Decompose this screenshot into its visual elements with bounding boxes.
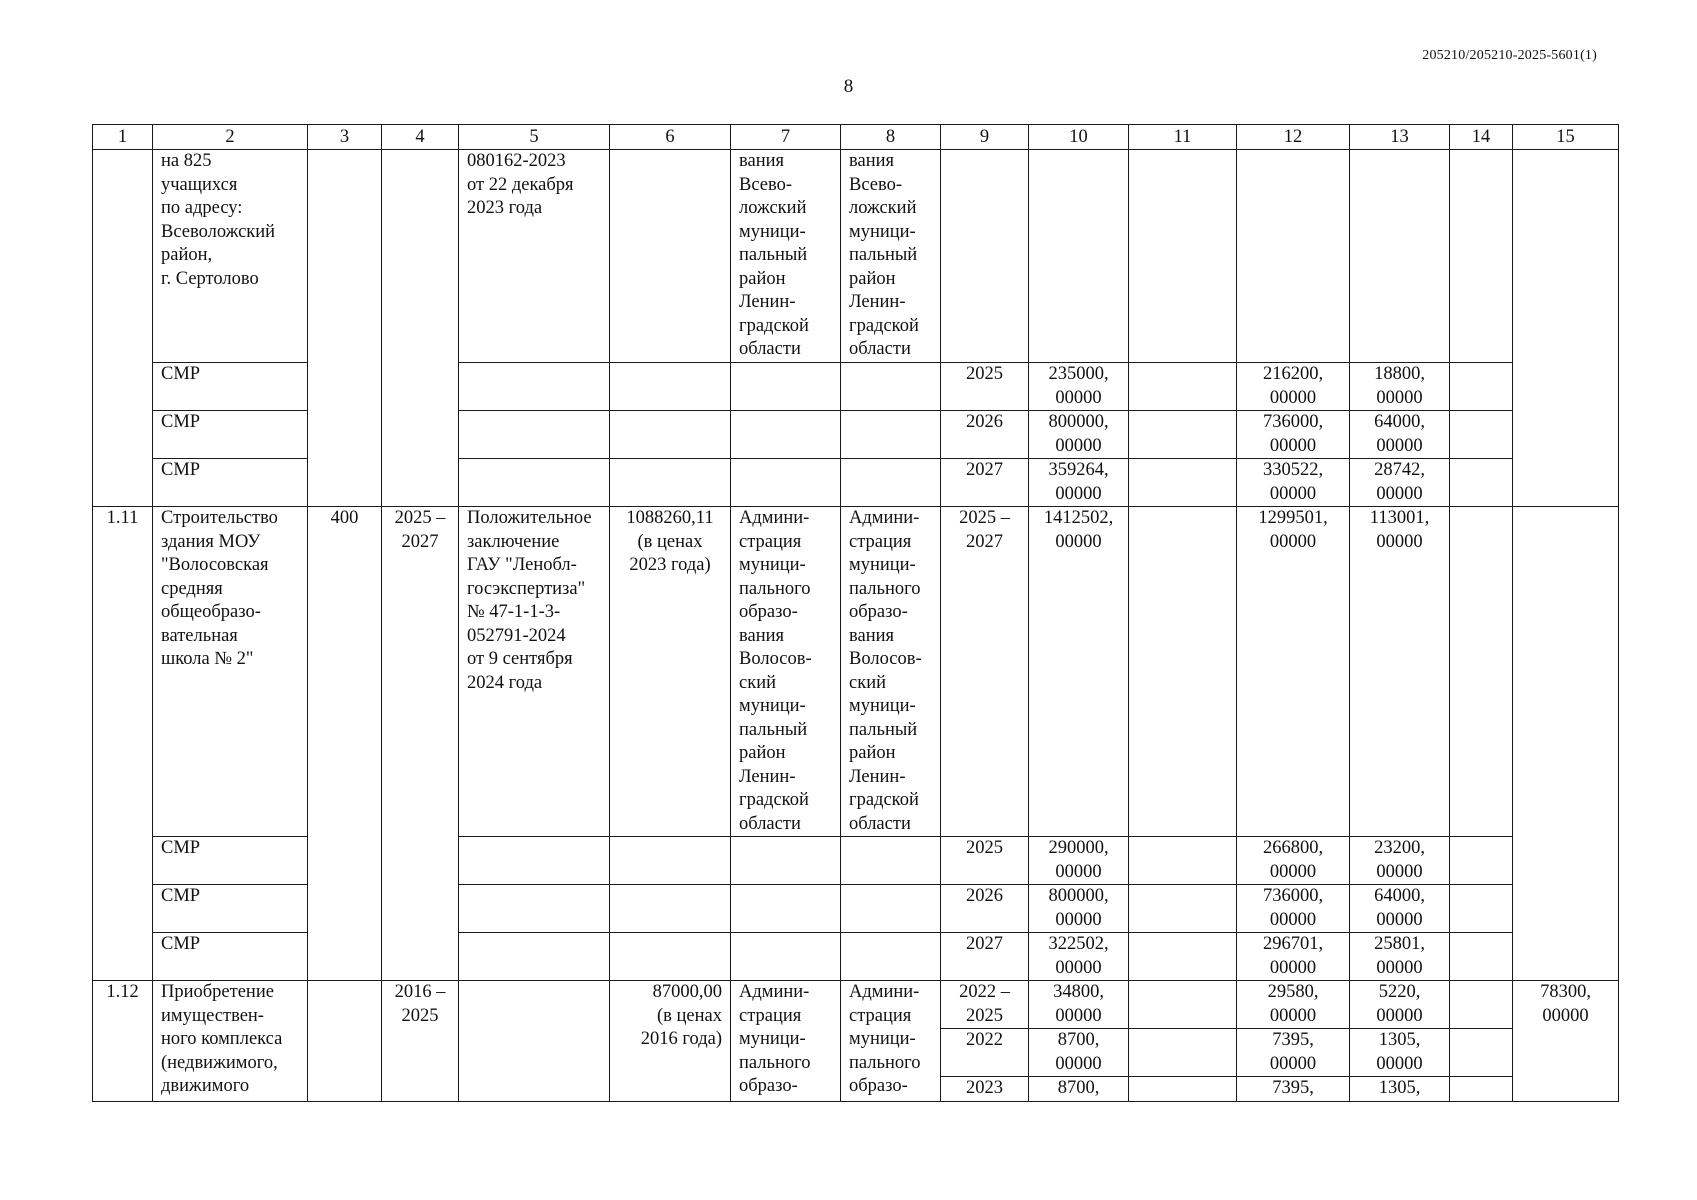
total-cell: 359264, 00000 — [1029, 459, 1129, 507]
column-number: 4 — [382, 125, 459, 150]
column-number: 3 — [308, 125, 382, 150]
year-cell: 2027 — [941, 933, 1029, 981]
customer-empty — [731, 459, 841, 507]
developer-empty — [841, 363, 941, 411]
local-cell: 23200, 00000 — [1350, 837, 1450, 885]
year-cell — [941, 150, 1029, 363]
cost-empty — [610, 837, 731, 885]
expertise-conclusion-cell: Положительное заключение ГАУ "Ленобл- госэкспертиза" № 47-1-1-3- 052791-2024 от 9 сентября 2024 года — [459, 507, 610, 837]
federal-cell — [1129, 933, 1237, 981]
conclusion-empty — [459, 411, 610, 459]
column-number: 13 — [1350, 125, 1450, 150]
year-cell: 2023 — [941, 1077, 1029, 1102]
total-cell: 235000, 00000 — [1029, 363, 1129, 411]
federal-cell — [1129, 885, 1237, 933]
item-number-cell: 1.11 — [93, 507, 153, 981]
year-cell: 2026 — [941, 885, 1029, 933]
customer-empty — [731, 837, 841, 885]
col15-cell — [1513, 150, 1619, 507]
other-cell — [1450, 459, 1513, 507]
column-number: 6 — [610, 125, 731, 150]
total-cell — [1029, 150, 1129, 363]
column-number: 11 — [1129, 125, 1237, 150]
other-cell — [1450, 981, 1513, 1029]
other-cell — [1450, 837, 1513, 885]
other-cell — [1450, 1029, 1513, 1077]
conclusion-empty — [459, 885, 610, 933]
item-number-cell: 1.12 — [93, 981, 153, 1102]
column-number: 14 — [1450, 125, 1513, 150]
year-cell: 2027 — [941, 459, 1029, 507]
col15-cell — [1513, 507, 1619, 981]
regional-cell: 296701, 00000 — [1237, 933, 1350, 981]
customer-empty — [731, 933, 841, 981]
cost-empty — [610, 933, 731, 981]
customer-cell: Админи- страция муници- пального образо- — [731, 981, 841, 1102]
developer-empty — [841, 885, 941, 933]
conclusion-empty — [459, 459, 610, 507]
document-id: 205210/205210-2025-5601(1) — [1422, 48, 1597, 63]
federal-cell — [1129, 1029, 1237, 1077]
federal-cell — [1129, 837, 1237, 885]
conclusion-empty — [459, 363, 610, 411]
program-table — [92, 124, 1619, 1102]
table-row — [93, 150, 1619, 363]
federal-cell — [1129, 459, 1237, 507]
object-name-cell: Приобретение имуществен- ного комплекса (недвижимого, движимого — [153, 981, 308, 1102]
regional-cell: 266800, 00000 — [1237, 837, 1350, 885]
local-cell: 64000, 00000 — [1350, 885, 1450, 933]
total-cell: 1412502, 00000 — [1029, 507, 1129, 837]
col15-cell: 78300, 00000 — [1513, 981, 1619, 1102]
developer-cell: вания Всево- ложский муници- пальный район Ленин- градской области — [841, 150, 941, 363]
column-number: 8 — [841, 125, 941, 150]
developer-empty — [841, 933, 941, 981]
local-cell: 113001, 00000 — [1350, 507, 1450, 837]
total-cell: 800000, 00000 — [1029, 885, 1129, 933]
year-cell: 2022 — [941, 1029, 1029, 1077]
total-cell: 8700, — [1029, 1077, 1129, 1102]
smr-label: СМР — [153, 459, 308, 507]
other-cell — [1450, 507, 1513, 837]
developer-empty — [841, 411, 941, 459]
estimated-cost-cell — [610, 150, 731, 363]
capacity-cell: 400 — [308, 507, 382, 981]
regional-cell: 736000, 00000 — [1237, 411, 1350, 459]
total-cell: 322502, 00000 — [1029, 933, 1129, 981]
total-cell: 290000, 00000 — [1029, 837, 1129, 885]
period-cell — [382, 150, 459, 507]
local-cell: 64000, 00000 — [1350, 411, 1450, 459]
expertise-conclusion-cell: 080162-2023 от 22 декабря 2023 года — [459, 150, 610, 363]
regional-cell: 216200, 00000 — [1237, 363, 1350, 411]
smr-label: СМР — [153, 837, 308, 885]
developer-empty — [841, 459, 941, 507]
estimated-cost-cell: 87000,00 (в ценах 2016 года) — [610, 981, 731, 1102]
local-cell: 28742, 00000 — [1350, 459, 1450, 507]
table-row — [93, 507, 1619, 837]
period-cell: 2016 – 2025 — [382, 981, 459, 1102]
regional-cell: 7395, 00000 — [1237, 1029, 1350, 1077]
expertise-conclusion-cell — [459, 981, 610, 1102]
capacity-cell — [308, 981, 382, 1102]
other-cell — [1450, 150, 1513, 363]
year-cell: 2026 — [941, 411, 1029, 459]
federal-cell — [1129, 150, 1237, 363]
cost-empty — [610, 459, 731, 507]
local-cell: 1305, — [1350, 1077, 1450, 1102]
other-cell — [1450, 411, 1513, 459]
other-cell — [1450, 363, 1513, 411]
customer-cell: вания Всево- ложский муници- пальный район Ленин- градской области — [731, 150, 841, 363]
federal-cell — [1129, 363, 1237, 411]
column-number: 12 — [1237, 125, 1350, 150]
year-cell: 2022 – 2025 — [941, 981, 1029, 1029]
local-cell: 1305, 00000 — [1350, 1029, 1450, 1077]
cost-empty — [610, 885, 731, 933]
developer-empty — [841, 837, 941, 885]
column-number: 9 — [941, 125, 1029, 150]
other-cell — [1450, 885, 1513, 933]
other-cell — [1450, 1077, 1513, 1102]
column-number: 2 — [153, 125, 308, 150]
regional-cell: 330522, 00000 — [1237, 459, 1350, 507]
object-name-cell: на 825 учащихся по адресу: Всеволожский район, г. Сертолово — [153, 150, 308, 363]
regional-cell: 29580, 00000 — [1237, 981, 1350, 1029]
capacity-cell — [308, 150, 382, 507]
federal-cell — [1129, 411, 1237, 459]
column-number: 10 — [1029, 125, 1129, 150]
regional-cell: 7395, — [1237, 1077, 1350, 1102]
regional-cell: 1299501, 00000 — [1237, 507, 1350, 837]
conclusion-empty — [459, 933, 610, 981]
total-cell: 34800, 00000 — [1029, 981, 1129, 1029]
cost-empty — [610, 411, 731, 459]
local-cell — [1350, 150, 1450, 363]
customer-empty — [731, 885, 841, 933]
customer-empty — [731, 411, 841, 459]
regional-cell: 736000, 00000 — [1237, 885, 1350, 933]
smr-label: СМР — [153, 933, 308, 981]
column-number: 7 — [731, 125, 841, 150]
column-number-row — [93, 125, 1619, 150]
conclusion-empty — [459, 837, 610, 885]
total-cell: 800000, 00000 — [1029, 411, 1129, 459]
developer-cell: Админи- страция муници- пального образо- — [841, 981, 941, 1102]
smr-label: СМР — [153, 363, 308, 411]
period-cell: 2025 – 2027 — [382, 507, 459, 981]
federal-cell — [1129, 507, 1237, 837]
table-row — [93, 981, 1619, 1029]
other-cell — [1450, 933, 1513, 981]
object-name-cell: Строительство здания МОУ "Волосовская средняя общеобразо- вательная школа № 2" — [153, 507, 308, 837]
column-number: 15 — [1513, 125, 1619, 150]
total-cell: 8700, 00000 — [1029, 1029, 1129, 1077]
year-cell: 2025 — [941, 837, 1029, 885]
smr-label: СМР — [153, 885, 308, 933]
year-cell: 2025 — [941, 363, 1029, 411]
local-cell: 18800, 00000 — [1350, 363, 1450, 411]
year-cell: 2025 – 2027 — [941, 507, 1029, 837]
estimated-cost-cell: 1088260,11 (в ценах 2023 года) — [610, 507, 731, 837]
developer-cell: Админи- страция муници- пального образо- вания Волосов- ский муници- пальный район Ленин- градской области — [841, 507, 941, 837]
customer-cell: Админи- страция муници- пального образо- вания Волосов- ский муници- пальный район Ленин- градской области — [731, 507, 841, 837]
column-number: 5 — [459, 125, 610, 150]
customer-empty — [731, 363, 841, 411]
federal-cell — [1129, 981, 1237, 1029]
page-number: 8 — [843, 76, 854, 97]
local-cell: 5220, 00000 — [1350, 981, 1450, 1029]
federal-cell — [1129, 1077, 1237, 1102]
smr-label: СМР — [153, 411, 308, 459]
item-number-cell — [93, 150, 153, 507]
local-cell: 25801, 00000 — [1350, 933, 1450, 981]
cost-empty — [610, 363, 731, 411]
column-number: 1 — [93, 125, 153, 150]
regional-cell — [1237, 150, 1350, 363]
